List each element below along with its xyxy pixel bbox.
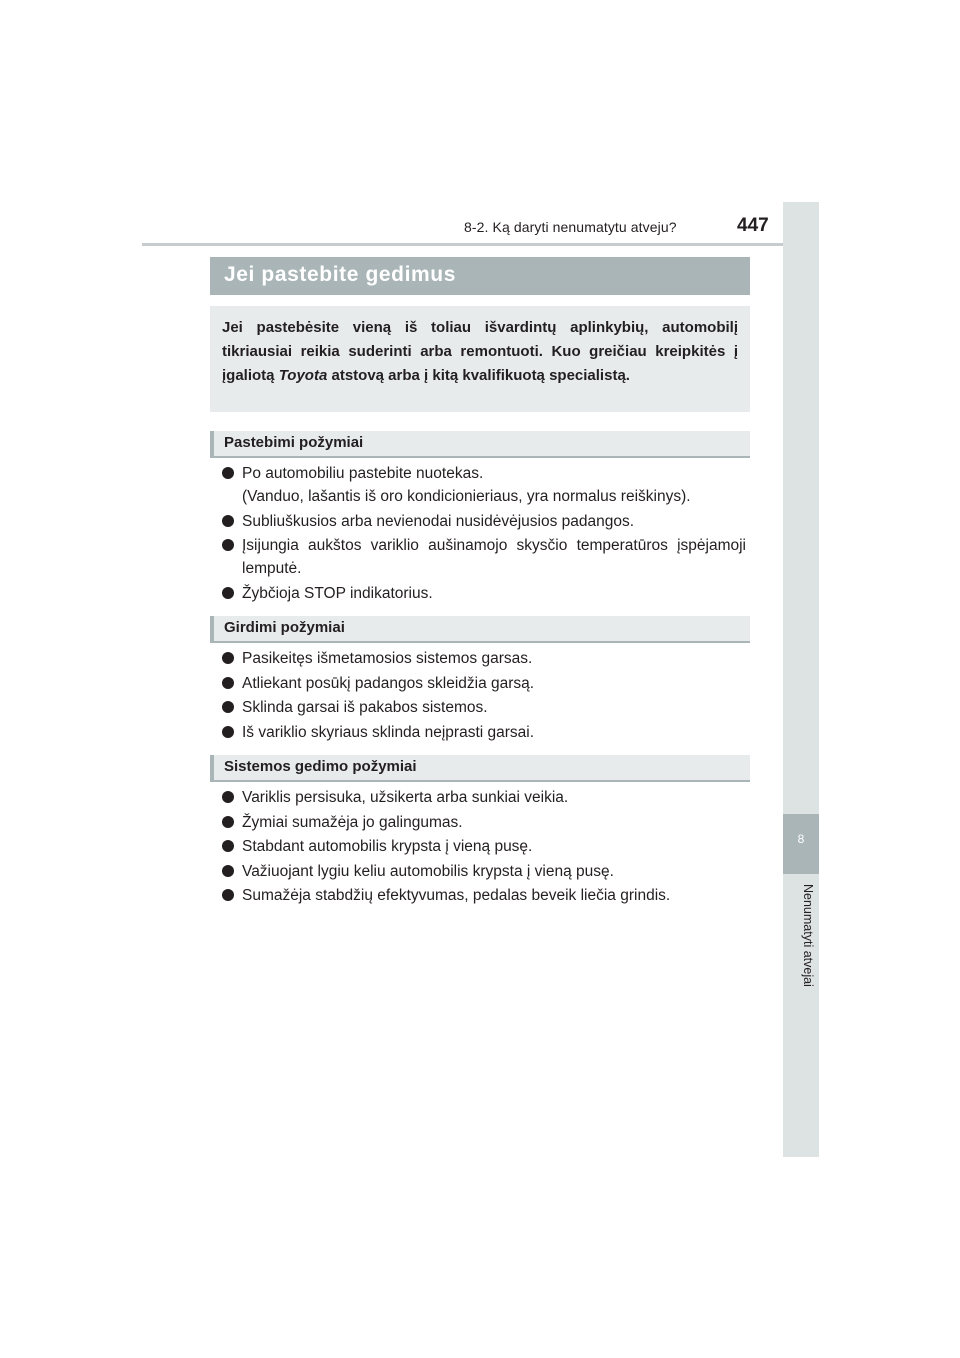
bullet-icon	[222, 816, 234, 828]
bullet-list-visible-signs	[222, 462, 746, 606]
list-item	[222, 510, 746, 533]
list-item-text: Variklis persisuka, užsikerta arba sunkiai veikia.	[242, 789, 569, 806]
list-item-text: Įsijungia aukštos variklio aušinamojo skysčio temperatūros įspėjamoji lemputė.	[242, 537, 746, 577]
section-header-visible-signs	[210, 431, 750, 458]
list-item-text: Sklinda garsai iš pakabos sistemos.	[242, 699, 488, 716]
section-title: Sistemos gedimo požymiai	[224, 758, 417, 775]
bullet-icon	[222, 726, 234, 738]
section-header-audible-signs	[210, 616, 750, 643]
list-item	[222, 884, 746, 907]
list-item-text: Subliuškusios arba nevienodai nusidėvėjusios padangos.	[242, 512, 635, 530]
list-item-text: Iš variklio skyriaus sklinda neįprasti garsai.	[242, 723, 535, 741]
list-item	[222, 696, 746, 719]
list-item-text: Po automobiliu pastebite nuotekas.	[242, 465, 484, 482]
chapter-tab-label: Nenumatyti atvejai	[801, 884, 815, 987]
list-item-text: Žymiai sumažėja jo galingumas.	[242, 813, 463, 831]
chapter-side-strip	[783, 202, 819, 1157]
intro-text	[222, 316, 738, 388]
bullet-icon	[222, 677, 234, 689]
bullet-list-audible-signs	[222, 647, 746, 745]
list-item	[222, 462, 746, 508]
bullet-icon	[222, 791, 234, 803]
bullet-icon	[222, 840, 234, 852]
list-item	[222, 647, 746, 670]
bullet-icon	[222, 587, 234, 599]
list-item	[222, 860, 746, 883]
page-number: 447	[737, 215, 769, 236]
page-title: Jei pastebite gedimus	[224, 263, 457, 286]
list-item-text: Atliekant posūkį padangos skleidžia garsą.	[242, 674, 535, 692]
section-title: Pastebimi požymiai	[224, 434, 364, 451]
bullet-icon	[222, 539, 234, 551]
intro-box	[210, 306, 750, 412]
list-item	[222, 835, 746, 858]
bullet-icon	[222, 889, 234, 901]
list-item-text: Sumažėja stabdžių efektyvumas, pedalas beveik liečia grindis.	[242, 887, 671, 904]
list-item-text: Stabdant automobilis krypsta į vieną pusę.	[242, 838, 533, 855]
list-item-text: Važiuojant lygiu keliu automobilis krypsta į vieną pusę.	[242, 862, 614, 880]
list-item-text: Žybčioja STOP indikatorius.	[242, 584, 433, 602]
list-item	[222, 721, 746, 744]
header-divider	[142, 243, 819, 246]
section-title: Girdimi požymiai	[224, 619, 345, 636]
bullet-icon	[222, 515, 234, 527]
bullet-icon	[222, 652, 234, 664]
page-title-bar	[210, 257, 750, 295]
list-item	[222, 582, 746, 605]
list-item	[222, 534, 746, 580]
bullet-list-system-failure-signs	[222, 786, 746, 909]
section-header-system-failure-signs	[210, 755, 750, 782]
list-item	[222, 672, 746, 695]
bullet-icon	[222, 701, 234, 713]
intro-brand: Toyota	[278, 367, 328, 384]
chapter-tab-number: 8	[797, 832, 805, 846]
list-item-note: (Vanduo, lašantis iš oro kondicionieriaus, yra normalus reiškinys).	[242, 488, 691, 505]
list-item	[222, 811, 746, 834]
bullet-icon	[222, 865, 234, 877]
list-item	[222, 786, 746, 809]
intro-text-part1: Jei pastebėsite vieną iš toliau išvardintų aplinkybių, automobilį tikriausiai reikia suderinti arba remontuoti. Kuo greičiau kreipkitės į įgaliotą	[222, 319, 738, 384]
list-item-text: Pasikeitęs išmetamosios sistemos garsas.	[242, 650, 533, 667]
running-header-section: 8-2. Ką daryti nenumatytu atveju?	[464, 219, 677, 235]
bullet-icon	[222, 467, 234, 479]
intro-text-part2: atstovą arba į kitą kvalifikuotą specialistą.	[327, 367, 630, 384]
